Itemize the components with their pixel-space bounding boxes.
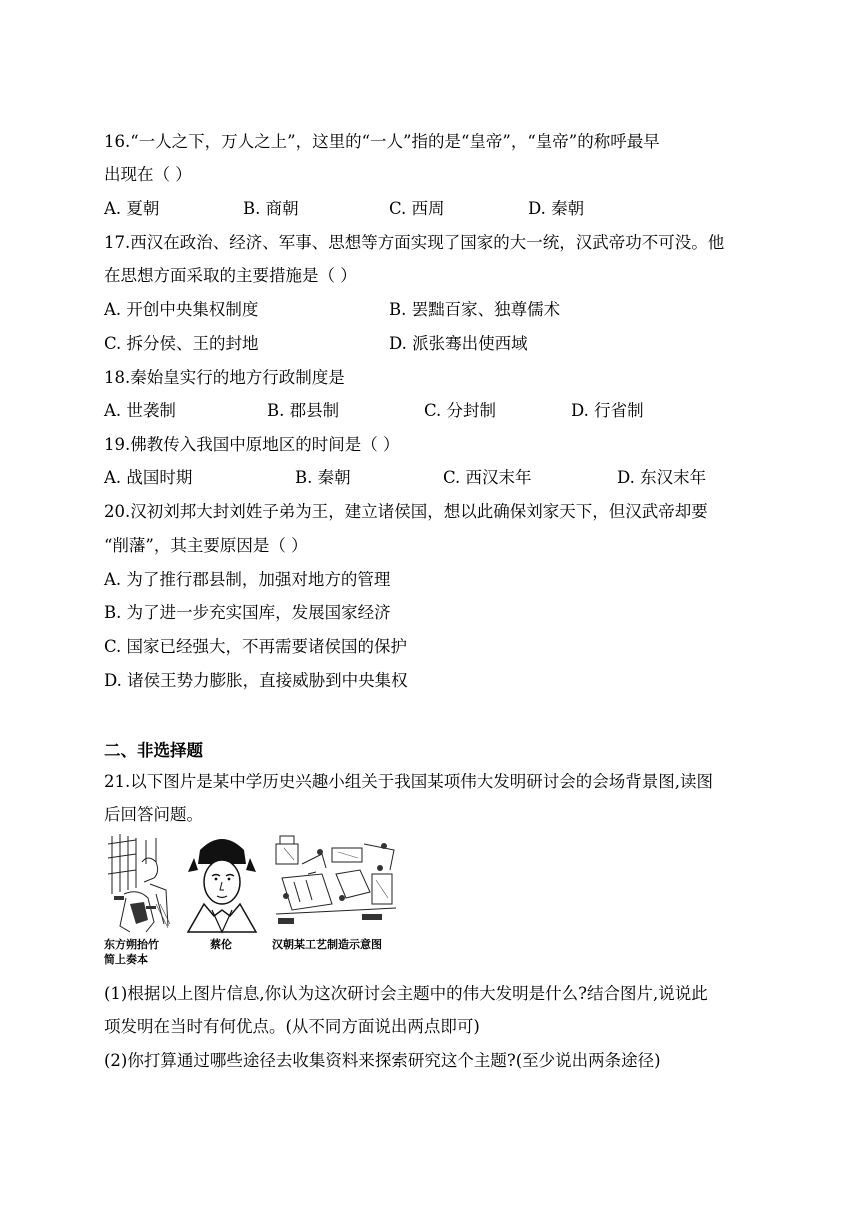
q17-stem-line2: 在思想方面采取的主要措施是（ ） [104,266,357,285]
figure3-caption: 汉朝某工艺制造示意图 [272,938,382,951]
q16-stem-line2: 出现在（ ） [104,165,192,184]
q18-option-d: D. 行省制 [571,401,644,420]
papermaking-process-illustration [272,834,400,934]
figure2-caption: 蔡伦 [210,938,232,951]
q21-stem-line2: 后回答问题。 [104,805,203,824]
q17-option-b: B. 罢黜百家、独尊儒术 [389,300,561,319]
q20-option-b: B. 为了进一步充实国库，发展国家经济 [104,603,391,622]
q18-option-a: A. 世袭制 [104,401,176,420]
q21-sub2-line1: (2)你打算通过哪些途径去收集资料来探索研究这个主题?(至少说出两条途径) [104,1051,661,1070]
q19-option-b: B. 秦朝 [295,468,351,487]
q21-sub1-line1: (1)根据以上图片信息,你认为这次研讨会主题中的伟大发明是什么?结合图片,说说此 [104,984,708,1003]
q20-option-c: C. 国家已经强大，不再需要诸侯国的保护 [104,637,408,656]
q16-option-b: B. 商朝 [243,199,299,218]
q17-option-a: A. 开创中央集权制度 [104,300,259,319]
q17-option-c: C. 拆分侯、王的封地 [104,334,259,353]
q16-option-c: C. 西周 [389,199,445,218]
q19-stem: 19.佛教传入我国中原地区的时间是（ ） [104,435,400,454]
q19-option-a: A. 战国时期 [104,468,193,487]
section-title: 二、非选择题 [104,741,203,760]
q20-stem-line1: 20.汉初刘邦大封刘姓子弟为王，建立诸侯国，想以此确保刘家天下，但汉武帝却要 [104,502,708,521]
figure1-caption-line2: 简上奏本 [104,953,148,966]
q19-option-c: C. 西汉末年 [443,468,532,487]
q20-stem-line2: “削藩”，其主要原因是（ ） [104,536,308,555]
q20-option-d: D. 诸侯王势力膨胀，直接威胁到中央集权 [104,671,408,690]
q17-stem-line1: 17.西汉在政治、经济、军事、思想等方面实现了国家的大一统，汉武帝功不可没。他 [104,233,725,252]
q18-stem: 18.秦始皇实行的地方行政制度是 [104,368,345,387]
q21-figure-group [104,834,404,968]
cai-lun-portrait [182,834,262,934]
q19-option-d: D. 东汉末年 [617,468,707,487]
q20-option-a: A. 为了推行郡县制，加强对地方的管理 [104,570,391,589]
bamboo-slips-illustration [106,834,172,934]
figure1-caption-line1: 东方朔抬竹 [104,938,159,951]
q16-option-a: A. 夏朝 [104,199,160,218]
q16-stem-line1: 16.“一人之下，万人之上”，这里的“一人”指的是“皇帝”，“皇帝”的称呼最早 [104,132,660,151]
q16-option-d: D. 秦朝 [528,199,585,218]
q17-option-d: D. 派张骞出使西域 [389,334,528,353]
q18-option-b: B. 郡县制 [267,401,340,420]
q21-stem-line1: 21.以下图片是某中学历史兴趣小组关于我国某项伟大发明研讨会的会场背景图,读图 [104,772,713,791]
q21-sub1-line2: 项发明在当时有何优点。(从不同方面说出两点即可) [104,1017,480,1036]
q18-option-c: C. 分封制 [424,401,497,420]
